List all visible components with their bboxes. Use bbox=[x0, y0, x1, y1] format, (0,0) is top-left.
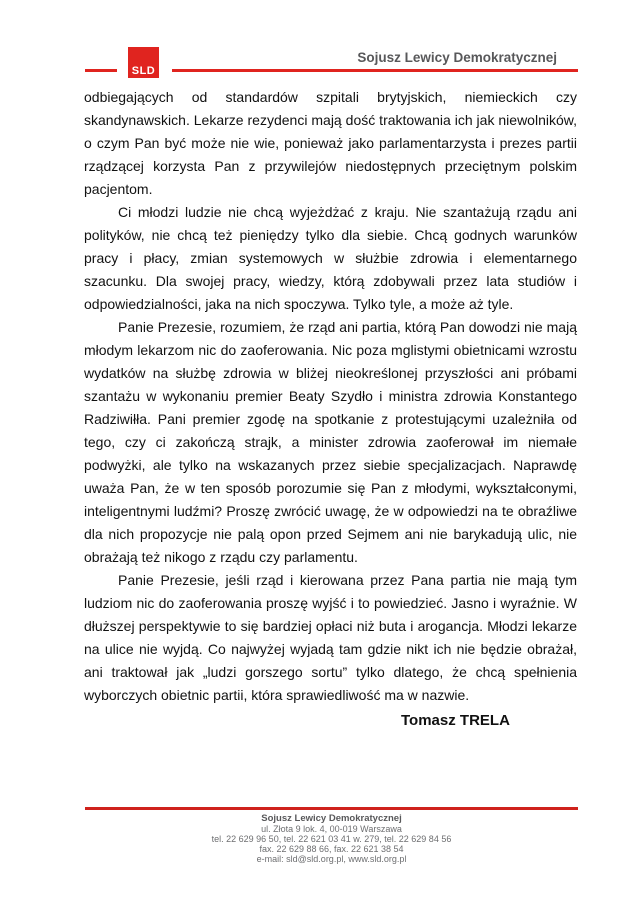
footer-org-name: Sojusz Lewicy Demokratycznej bbox=[261, 813, 402, 824]
letter-paragraph: odbiegających od standardów szpitali brytyjskich, niemieckich czy skandynawskich. Lekarze rezydenci mają dość traktowania ich jak niewolników, o czym Pan być może nie wie, ponieważ jako parlamentarzysta i prezes partii rządzącej korzysta Pan z przywilejów niedostępnych przeciętnym polskim pacjentom. bbox=[84, 89, 577, 197]
footer-rule bbox=[85, 807, 578, 810]
letter-body bbox=[84, 86, 577, 707]
footer-email-web: e-mail: sld@sld.org.pl, www.sld.org.pl bbox=[256, 854, 407, 864]
letter-paragraph: Panie Prezesie, rozumiem, że rząd ani partia, którą Pan dowodzi nie mają młodym lekarzom nic do zaoferowania. Nic poza mglistymi obietnicami wzrostu wydatków na służbę zdrowia w bliżej nieokreślonej przyszłości ani próbami szantażu w wykonaniu premier Beaty Szydło i ministra zdrowia Konstantego Radziwiłła. Pani premier zgodę na spotkanie z protestującymi uzależniła od tego, czy ci zakończą strajk, a minister zdrowia zaoferował im niemałe podwyżki, ale tylko na wskazanych przez siebie specjalizacjach. Naprawdę uważa Pan, że w ten sposób porozumie się Pan z młodymi, wykształconymi, inteligentnymi ludźmi? Proszę zwrócić uwagę, że w odpowiedzi na te obraźliwe dla nich propozycje nie palą opon przed Sejmem ani nie barykadują ulic, nie obrażają też nikogo z rządu czy parlamentu. bbox=[84, 319, 577, 565]
signature-name: Tomasz TRELA bbox=[401, 712, 510, 729]
letter-paragraph: Panie Prezesie, jeśli rząd i kierowana przez Pana partia nie mają tym ludziom nic do zaoferowania proszę wyjść i to powiedzieć. Jasno i wyraźnie. W dłuższej perspektywie to się bardziej opłaci niż buta i arogancja. Młodzi lekarze na ulice nie wyjdą. Co najwyżej wyjadą tam gdzie nikt ich nie będzie obrażał, ani traktował jak „ludzi gorszego sortu” tylko dlatego, że chcą spełnienia wyborczych obietnic partii, która sprawiedliwość ma w nazwie. bbox=[84, 572, 577, 703]
letter-paragraph: Ci młodzi ludzie nie chcą wyjeżdżać z kraju. Nie szantażują rządu ani polityków, nie chcą też pieniędzy tylko dla siebie. Chcą godnych warunków pracy i płacy, zmian systemowych w służbie zdrowia i elementarnego szacunku. Dla swojej pracy, wiedzy, którą zdobywali przez lata studiów i odpowiedzialności, jaka na nich spoczywa. Tylko tyle, a może aż tyle. bbox=[84, 204, 577, 312]
header-rule-left bbox=[85, 69, 117, 72]
footer-address: ul. Złota 9 lok. 4, 00-019 Warszawa bbox=[261, 824, 402, 834]
footer bbox=[85, 814, 578, 864]
sld-logo bbox=[128, 47, 159, 78]
sld-logo-text: SLD bbox=[131, 65, 156, 77]
footer-fax: fax. 22 629 88 66, fax. 22 621 38 54 bbox=[259, 844, 404, 854]
header-org-name: Sojusz Lewicy Demokratycznej bbox=[357, 50, 557, 65]
header-rule-right bbox=[172, 69, 578, 72]
footer-phones: tel. 22 629 96 50, tel. 22 621 03 41 w. 279, tel. 22 629 84 56 bbox=[211, 834, 452, 844]
